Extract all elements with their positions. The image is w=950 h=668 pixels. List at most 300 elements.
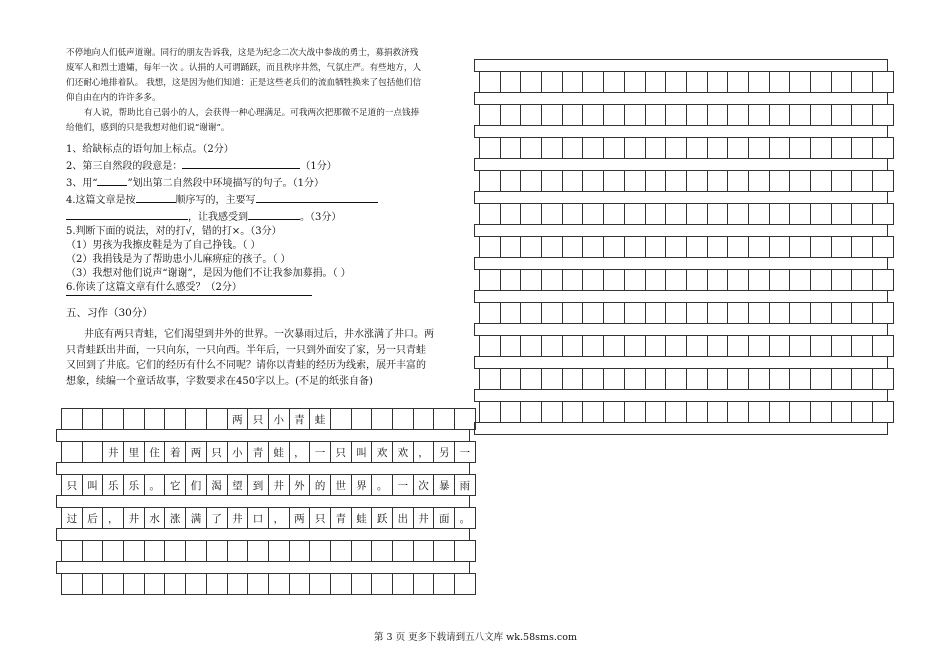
grid-cell[interactable]: 们 (185, 474, 207, 496)
grid-cell[interactable] (851, 401, 873, 423)
grid-cell[interactable] (582, 302, 604, 324)
grid-cell[interactable] (123, 540, 145, 562)
grid-cell[interactable]: 面 (433, 507, 455, 529)
grid-cell[interactable] (686, 302, 708, 324)
grid-cell[interactable]: 叫 (351, 441, 373, 463)
grid-cell[interactable] (727, 368, 749, 390)
grid-cell[interactable] (562, 269, 584, 291)
answer-line[interactable] (66, 295, 312, 296)
grid-cell[interactable] (371, 540, 393, 562)
grid-cell[interactable] (541, 401, 563, 423)
grid-cell[interactable] (603, 335, 625, 357)
grid-cell[interactable] (645, 269, 667, 291)
grid-cell[interactable] (102, 408, 124, 430)
grid-cell[interactable] (562, 137, 584, 159)
grid-cell[interactable] (789, 401, 811, 423)
grid-cell[interactable] (330, 573, 352, 595)
grid-cell[interactable]: 井 (268, 474, 290, 496)
grid-cell[interactable] (520, 203, 542, 225)
grid-cell[interactable] (562, 104, 584, 126)
grid-cell[interactable]: 着 (164, 441, 186, 463)
grid-cell[interactable]: 水 (144, 507, 166, 529)
grid-cell[interactable] (872, 368, 894, 390)
grid-cell[interactable] (82, 540, 104, 562)
grid-cell[interactable] (872, 302, 894, 324)
grid-cell[interactable] (520, 269, 542, 291)
answer-blank[interactable] (182, 157, 300, 169)
grid-cell[interactable] (831, 236, 853, 258)
grid-cell[interactable] (123, 408, 145, 430)
grid-cell[interactable] (624, 236, 646, 258)
grid-cell[interactable] (603, 104, 625, 126)
grid-cell[interactable]: 两 (227, 408, 249, 430)
grid-cell[interactable] (82, 408, 104, 430)
grid-cell[interactable] (645, 302, 667, 324)
grid-cell[interactable]: 只 (309, 507, 331, 529)
grid-cell[interactable] (582, 203, 604, 225)
grid-cell[interactable] (872, 269, 894, 291)
grid-cell[interactable] (707, 269, 729, 291)
grid-cell[interactable] (851, 269, 873, 291)
grid-cell[interactable] (289, 540, 311, 562)
grid-cell[interactable] (707, 104, 729, 126)
grid-cell[interactable] (769, 236, 791, 258)
grid-cell[interactable] (665, 236, 687, 258)
grid-cell[interactable]: 乐 (102, 474, 124, 496)
grid-cell[interactable] (562, 401, 584, 423)
grid-cell[interactable] (562, 335, 584, 357)
grid-cell[interactable] (707, 236, 729, 258)
answer-blank[interactable] (248, 208, 300, 220)
grid-cell[interactable] (520, 170, 542, 192)
grid-cell[interactable] (686, 236, 708, 258)
grid-cell[interactable] (789, 170, 811, 192)
grid-cell[interactable] (872, 137, 894, 159)
grid-cell[interactable]: 满 (185, 507, 207, 529)
grid-cell[interactable]: 小 (227, 441, 249, 463)
grid-cell[interactable] (500, 302, 522, 324)
grid-cell[interactable] (769, 401, 791, 423)
grid-cell[interactable] (810, 269, 832, 291)
grid-cell[interactable] (810, 401, 832, 423)
grid-cell[interactable] (769, 71, 791, 93)
grid-cell[interactable] (541, 71, 563, 93)
grid-cell[interactable] (789, 137, 811, 159)
answer-blank[interactable] (136, 191, 176, 203)
grid-cell[interactable] (624, 401, 646, 423)
grid-cell[interactable] (831, 368, 853, 390)
grid-cell[interactable]: 暴 (433, 474, 455, 496)
grid-cell[interactable]: 出 (392, 507, 414, 529)
grid-cell[interactable] (541, 302, 563, 324)
grid-cell[interactable] (500, 401, 522, 423)
grid-cell[interactable] (810, 236, 832, 258)
grid-cell[interactable] (727, 269, 749, 291)
grid-cell[interactable] (582, 137, 604, 159)
grid-cell[interactable] (810, 302, 832, 324)
grid-cell[interactable] (582, 401, 604, 423)
grid-cell[interactable] (413, 573, 435, 595)
grid-cell[interactable] (520, 71, 542, 93)
answer-blank[interactable] (66, 208, 188, 220)
grid-cell[interactable]: 井 (102, 441, 124, 463)
grid-cell[interactable] (748, 203, 770, 225)
grid-cell[interactable]: 到 (247, 474, 269, 496)
grid-cell[interactable] (479, 137, 501, 159)
grid-cell[interactable] (872, 71, 894, 93)
grid-cell[interactable] (789, 269, 811, 291)
grid-cell[interactable] (164, 408, 186, 430)
grid-cell[interactable] (851, 368, 873, 390)
grid-cell[interactable] (520, 302, 542, 324)
grid-cell[interactable] (665, 269, 687, 291)
grid-cell[interactable] (351, 573, 373, 595)
grid-cell[interactable] (82, 441, 104, 463)
grid-cell[interactable] (433, 408, 455, 430)
grid-cell[interactable] (582, 269, 604, 291)
grid-cell[interactable] (392, 573, 414, 595)
grid-cell[interactable] (413, 540, 435, 562)
grid-cell[interactable] (748, 104, 770, 126)
grid-cell[interactable] (500, 71, 522, 93)
grid-cell[interactable] (769, 170, 791, 192)
grid-cell[interactable]: 望 (227, 474, 249, 496)
grid-cell[interactable] (61, 441, 83, 463)
grid-cell[interactable]: 青 (330, 507, 352, 529)
grid-cell[interactable] (851, 203, 873, 225)
grid-cell[interactable]: 欢 (371, 441, 393, 463)
grid-cell[interactable] (392, 408, 414, 430)
grid-cell[interactable] (520, 335, 542, 357)
grid-cell[interactable] (789, 368, 811, 390)
grid-cell[interactable] (665, 335, 687, 357)
grid-cell[interactable] (727, 401, 749, 423)
grid-cell[interactable] (479, 368, 501, 390)
grid-cell[interactable] (479, 401, 501, 423)
grid-cell[interactable] (562, 71, 584, 93)
grid-cell[interactable] (665, 203, 687, 225)
grid-cell[interactable] (454, 540, 476, 562)
grid-cell[interactable] (769, 203, 791, 225)
grid-cell[interactable] (727, 104, 749, 126)
grid-cell[interactable] (645, 368, 667, 390)
grid-cell[interactable] (727, 335, 749, 357)
grid-cell[interactable] (479, 71, 501, 93)
grid-cell[interactable] (479, 302, 501, 324)
grid-cell[interactable] (851, 170, 873, 192)
grid-cell[interactable]: 井 (123, 507, 145, 529)
grid-cell[interactable] (707, 302, 729, 324)
grid-cell[interactable] (789, 302, 811, 324)
grid-cell[interactable] (872, 104, 894, 126)
grid-cell[interactable] (686, 401, 708, 423)
grid-cell[interactable] (247, 573, 269, 595)
grid-cell[interactable] (810, 71, 832, 93)
grid-cell[interactable] (665, 71, 687, 93)
grid-cell[interactable] (872, 203, 894, 225)
grid-cell[interactable] (164, 573, 186, 595)
grid-cell[interactable] (562, 368, 584, 390)
grid-cell[interactable]: 它 (164, 474, 186, 496)
grid-cell[interactable] (686, 203, 708, 225)
grid-cell[interactable] (686, 170, 708, 192)
grid-cell[interactable] (769, 302, 791, 324)
grid-cell[interactable] (582, 335, 604, 357)
grid-cell[interactable] (831, 269, 853, 291)
grid-cell[interactable] (603, 203, 625, 225)
grid-cell[interactable] (413, 408, 435, 430)
grid-cell[interactable] (707, 170, 729, 192)
grid-cell[interactable]: 井 (413, 507, 435, 529)
grid-cell[interactable] (582, 71, 604, 93)
grid-cell[interactable]: 涨 (164, 507, 186, 529)
grid-cell[interactable] (541, 203, 563, 225)
grid-cell[interactable] (624, 137, 646, 159)
grid-cell[interactable]: 两 (185, 441, 207, 463)
grid-cell[interactable] (330, 408, 352, 430)
grid-cell[interactable] (707, 401, 729, 423)
grid-cell[interactable] (185, 408, 207, 430)
grid-cell[interactable] (500, 368, 522, 390)
grid-cell[interactable]: 一 (454, 441, 476, 463)
grid-cell[interactable]: 口 (247, 507, 269, 529)
grid-cell[interactable] (851, 236, 873, 258)
grid-cell[interactable] (686, 104, 708, 126)
grid-cell[interactable]: 一 (309, 441, 331, 463)
grid-cell[interactable] (479, 104, 501, 126)
grid-cell[interactable] (789, 71, 811, 93)
grid-cell[interactable] (748, 236, 770, 258)
grid-cell[interactable]: ， (102, 507, 124, 529)
grid-cell[interactable] (144, 540, 166, 562)
grid-cell[interactable] (500, 236, 522, 258)
grid-cell[interactable]: 另 (433, 441, 455, 463)
grid-cell[interactable] (582, 170, 604, 192)
grid-cell[interactable] (582, 104, 604, 126)
grid-cell[interactable] (810, 203, 832, 225)
grid-cell[interactable] (645, 137, 667, 159)
grid-cell[interactable] (164, 540, 186, 562)
grid-cell[interactable] (185, 573, 207, 595)
grid-cell[interactable] (371, 573, 393, 595)
grid-cell[interactable] (371, 408, 393, 430)
grid-cell[interactable]: 只 (330, 441, 352, 463)
grid-cell[interactable] (831, 170, 853, 192)
grid-cell[interactable] (206, 540, 228, 562)
grid-cell[interactable] (686, 269, 708, 291)
grid-cell[interactable]: 只 (61, 474, 83, 496)
grid-cell[interactable] (562, 170, 584, 192)
grid-cell[interactable] (810, 137, 832, 159)
grid-cell[interactable] (748, 269, 770, 291)
grid-cell[interactable] (520, 368, 542, 390)
grid-cell[interactable] (603, 71, 625, 93)
grid-cell[interactable] (582, 236, 604, 258)
grid-cell[interactable] (707, 335, 729, 357)
grid-cell[interactable] (500, 203, 522, 225)
grid-cell[interactable] (309, 540, 331, 562)
grid-cell[interactable]: 蛙 (309, 408, 331, 430)
grid-cell[interactable]: 跃 (371, 507, 393, 529)
grid-cell[interactable] (851, 71, 873, 93)
grid-cell[interactable] (831, 302, 853, 324)
grid-cell[interactable] (541, 170, 563, 192)
grid-cell[interactable] (789, 236, 811, 258)
grid-cell[interactable]: 界 (351, 474, 373, 496)
grid-cell[interactable] (748, 401, 770, 423)
grid-cell[interactable] (624, 104, 646, 126)
grid-cell[interactable]: 。 (454, 507, 476, 529)
grid-cell[interactable] (851, 104, 873, 126)
grid-cell[interactable]: 雨 (454, 474, 476, 496)
grid-cell[interactable] (831, 401, 853, 423)
grid-cell[interactable] (500, 104, 522, 126)
grid-cell[interactable] (665, 368, 687, 390)
grid-cell[interactable] (872, 401, 894, 423)
grid-cell[interactable] (686, 368, 708, 390)
grid-cell[interactable] (810, 170, 832, 192)
grid-cell[interactable] (247, 540, 269, 562)
grid-cell[interactable] (831, 203, 853, 225)
grid-cell[interactable] (500, 269, 522, 291)
grid-cell[interactable] (541, 335, 563, 357)
grid-cell[interactable] (789, 104, 811, 126)
grid-cell[interactable] (582, 368, 604, 390)
grid-cell[interactable] (769, 368, 791, 390)
grid-cell[interactable] (144, 408, 166, 430)
grid-cell[interactable] (603, 269, 625, 291)
grid-cell[interactable] (500, 137, 522, 159)
grid-cell[interactable]: 乐 (123, 474, 145, 496)
grid-cell[interactable] (520, 236, 542, 258)
grid-cell[interactable] (541, 269, 563, 291)
grid-cell[interactable] (289, 573, 311, 595)
grid-cell[interactable] (82, 573, 104, 595)
grid-cell[interactable] (624, 269, 646, 291)
grid-cell[interactable] (665, 302, 687, 324)
grid-cell[interactable] (851, 335, 873, 357)
grid-cell[interactable] (748, 368, 770, 390)
grid-cell[interactable] (831, 71, 853, 93)
grid-cell[interactable] (707, 137, 729, 159)
grid-cell[interactable]: ， (413, 441, 435, 463)
grid-cell[interactable] (624, 71, 646, 93)
grid-cell[interactable] (707, 368, 729, 390)
grid-cell[interactable] (727, 170, 749, 192)
grid-cell[interactable] (686, 335, 708, 357)
grid-cell[interactable]: 外 (289, 474, 311, 496)
answer-blank[interactable] (97, 174, 127, 186)
grid-cell[interactable] (645, 71, 667, 93)
grid-cell[interactable] (645, 335, 667, 357)
grid-cell[interactable] (562, 203, 584, 225)
grid-cell[interactable] (727, 236, 749, 258)
grid-cell[interactable] (603, 302, 625, 324)
grid-cell[interactable] (624, 368, 646, 390)
grid-cell[interactable] (433, 573, 455, 595)
answer-blank[interactable] (256, 191, 378, 203)
grid-cell[interactable] (727, 137, 749, 159)
grid-cell[interactable] (727, 302, 749, 324)
grid-cell[interactable] (603, 236, 625, 258)
grid-cell[interactable]: 。 (144, 474, 166, 496)
grid-cell[interactable] (769, 335, 791, 357)
grid-cell[interactable] (144, 573, 166, 595)
grid-cell[interactable] (351, 540, 373, 562)
grid-cell[interactable] (206, 408, 228, 430)
grid-cell[interactable] (645, 170, 667, 192)
grid-cell[interactable] (851, 302, 873, 324)
grid-cell[interactable] (603, 368, 625, 390)
grid-cell[interactable]: 叫 (82, 474, 104, 496)
grid-cell[interactable] (769, 104, 791, 126)
grid-cell[interactable]: 井 (227, 507, 249, 529)
grid-cell[interactable] (541, 236, 563, 258)
grid-cell[interactable] (624, 335, 646, 357)
grid-cell[interactable] (479, 335, 501, 357)
grid-cell[interactable] (665, 137, 687, 159)
grid-cell[interactable] (520, 401, 542, 423)
grid-cell[interactable] (645, 203, 667, 225)
grid-cell[interactable] (433, 540, 455, 562)
grid-cell[interactable] (851, 137, 873, 159)
grid-cell[interactable]: 次 (413, 474, 435, 496)
grid-cell[interactable] (831, 104, 853, 126)
grid-cell[interactable] (872, 170, 894, 192)
grid-cell[interactable]: 青 (247, 441, 269, 463)
grid-cell[interactable]: 里 (123, 441, 145, 463)
grid-cell[interactable] (500, 335, 522, 357)
grid-cell[interactable] (479, 236, 501, 258)
grid-cell[interactable] (769, 269, 791, 291)
grid-cell[interactable] (789, 335, 811, 357)
grid-cell[interactable]: 欢 (392, 441, 414, 463)
grid-cell[interactable]: 蛙 (268, 441, 290, 463)
grid-cell[interactable] (624, 203, 646, 225)
grid-cell[interactable] (61, 408, 83, 430)
grid-cell[interactable] (520, 104, 542, 126)
grid-cell[interactable] (562, 236, 584, 258)
grid-cell[interactable] (454, 408, 476, 430)
grid-cell[interactable]: 青 (289, 408, 311, 430)
grid-cell[interactable] (624, 302, 646, 324)
grid-cell[interactable] (748, 170, 770, 192)
grid-cell[interactable]: 。 (371, 474, 393, 496)
grid-cell[interactable] (541, 137, 563, 159)
grid-cell[interactable] (603, 137, 625, 159)
grid-cell[interactable] (707, 71, 729, 93)
grid-cell[interactable] (748, 302, 770, 324)
grid-cell[interactable] (520, 137, 542, 159)
grid-cell[interactable] (727, 71, 749, 93)
grid-cell[interactable] (102, 573, 124, 595)
grid-cell[interactable] (603, 170, 625, 192)
grid-cell[interactable] (562, 302, 584, 324)
grid-cell[interactable]: 只 (206, 441, 228, 463)
grid-cell[interactable]: ， (289, 441, 311, 463)
grid-cell[interactable]: 了 (206, 507, 228, 529)
grid-cell[interactable] (268, 540, 290, 562)
grid-cell[interactable] (645, 236, 667, 258)
grid-cell[interactable]: 后 (82, 507, 104, 529)
grid-cell[interactable] (330, 540, 352, 562)
grid-cell[interactable] (665, 170, 687, 192)
grid-cell[interactable] (206, 573, 228, 595)
grid-cell[interactable] (789, 203, 811, 225)
grid-cell[interactable]: 的 (309, 474, 331, 496)
grid-cell[interactable] (831, 335, 853, 357)
grid-cell[interactable] (665, 104, 687, 126)
